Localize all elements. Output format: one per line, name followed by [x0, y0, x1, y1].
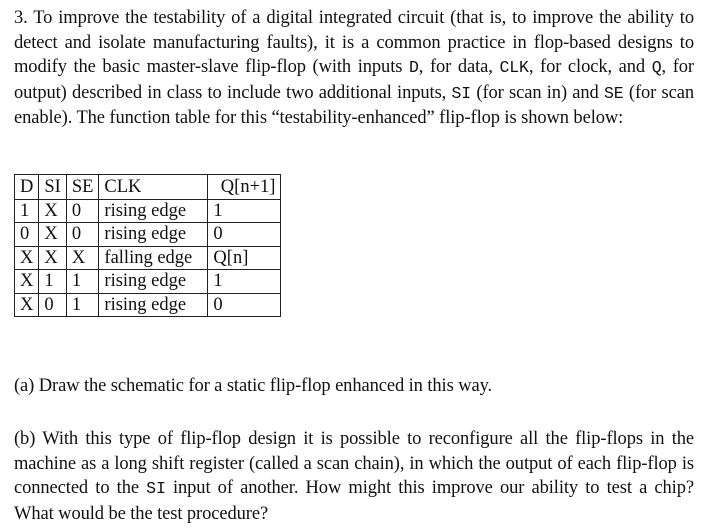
cell-d: 0	[15, 223, 39, 247]
intro-text-6: (for scan enable). The function table for this “testability-enhanced” flip-flop is shown below:	[14, 82, 694, 129]
cell-se: 1	[66, 270, 99, 294]
header-clk: CLK	[99, 175, 208, 200]
intro-text-5: (for scan in) and	[471, 82, 604, 103]
cell-q-next: 1	[208, 199, 281, 223]
intro-text-3: , for clock, and	[528, 57, 652, 78]
question-intro	[14, 6, 694, 131]
table-header-row	[15, 175, 281, 200]
function-table	[14, 174, 281, 317]
signal-si-ref: SI	[146, 479, 166, 499]
header-si: SI	[39, 175, 66, 200]
cell-se: 1	[66, 293, 99, 317]
intro-text-2: , for data,	[418, 57, 500, 78]
cell-se: 0	[66, 223, 99, 247]
header-d: D	[15, 175, 39, 200]
cell-clk: rising edge	[99, 270, 208, 294]
table-row	[15, 293, 281, 317]
cell-d: 1	[15, 199, 39, 223]
cell-si: X	[39, 199, 66, 223]
header-se: SE	[66, 175, 99, 200]
cell-si: 0	[39, 293, 66, 317]
cell-q-next: 1	[208, 270, 281, 294]
cell-q-next: 0	[208, 223, 281, 247]
intro-text-1: 3. To improve the testability of a digital integrated circuit (that is, to improve the ability to detect and isolate manufacturing faults), it is a common practice in flop-based designs to modify the basic master-slave flip-flop (with inputs	[14, 8, 694, 78]
cell-clk: rising edge	[99, 293, 208, 317]
intro-text-4: , for output) described in class to include two additional inputs,	[14, 57, 694, 103]
cell-si: X	[39, 223, 66, 247]
cell-si: 1	[39, 270, 66, 294]
signal-q: Q	[651, 58, 662, 78]
part-a: (a) Draw the schematic for a static flip-flop enhanced in this way.	[14, 376, 493, 396]
table-row	[15, 270, 281, 294]
cell-d: X	[15, 293, 39, 317]
part-b	[14, 427, 694, 526]
signal-se: SE	[604, 83, 624, 103]
header-q-next: Q[n+1]	[208, 175, 281, 200]
signal-clk: CLK	[499, 58, 529, 78]
part-b-text-1: (b) With this type of flip-flop design it is possible to reconfigure all the flip-flops in the machine as a long shift register (called a scan chain), in which the output of each flip-flop is connected to the	[14, 429, 694, 499]
cell-clk: rising edge	[99, 199, 208, 223]
cell-d: X	[15, 246, 39, 270]
cell-clk: falling edge	[99, 246, 208, 270]
cell-q-next: 0	[208, 293, 281, 317]
signal-d: D	[408, 58, 419, 78]
table-row	[15, 223, 281, 247]
cell-se: X	[66, 246, 99, 270]
cell-se: 0	[66, 199, 99, 223]
part-b-text-2: input of another. How might this improve our ability to test a chip? What would be the test procedure?	[14, 478, 694, 524]
cell-q-next: Q[n]	[208, 246, 281, 270]
table-row	[15, 246, 281, 270]
table-row	[15, 199, 281, 223]
cell-si: X	[39, 246, 66, 270]
cell-clk: rising edge	[99, 223, 208, 247]
signal-si: SI	[451, 83, 472, 103]
cell-d: X	[15, 270, 39, 294]
